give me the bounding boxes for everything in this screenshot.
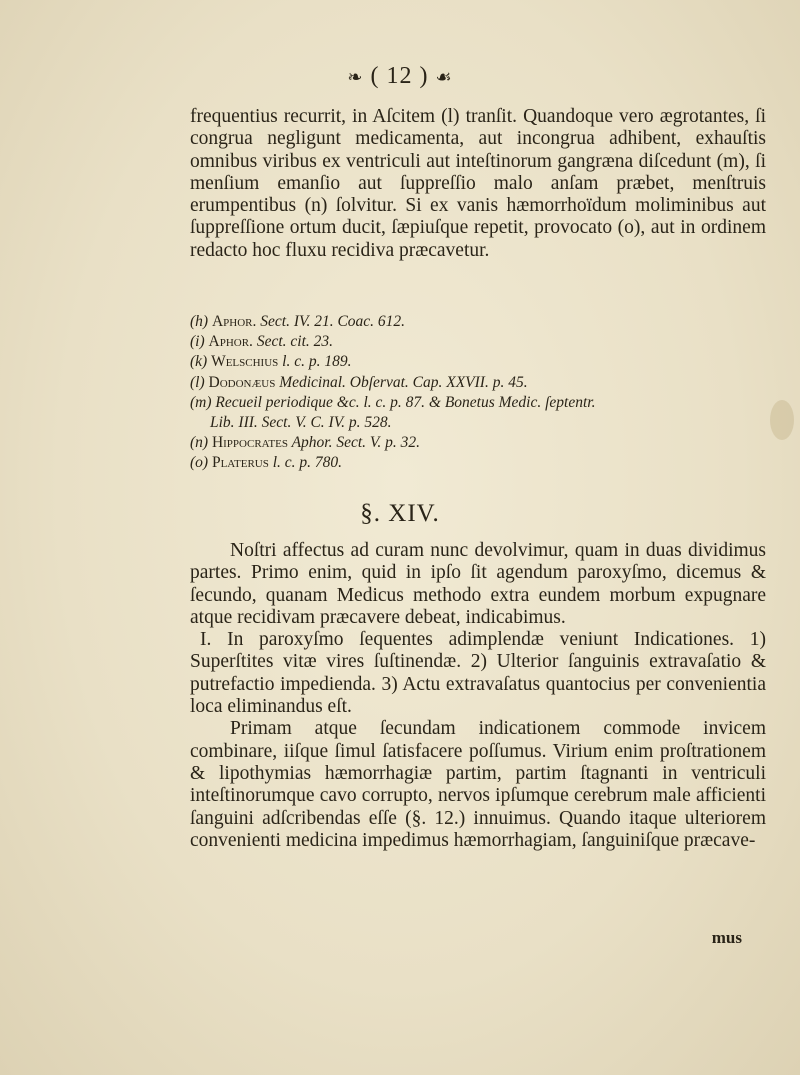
- page-header: [0, 63, 800, 90]
- footnote-m-continued: Lib. III. Sect. V. C. IV. p. 528.: [210, 414, 392, 432]
- paragraph-1: frequentius recurrit, in Aſcitem (l) tranſit. Quandoque vero ægrotantes, ſi congrua negligunt medicamenta, aut incongrua adhibent, exhauſtis omnibus viribus ex ventriculi aut inteſtinorum gangræna diſcedunt (m), ſi menſium emanſio aut ſuppreſſio malo anſam præbet, menſtruis erumpentibus (n) ſolvitur. Si ex vanis hæmorrhoïdum moliminibus aut ſuppreſſione ortum ducit, ſæpiuſque repetit, provocato (o), aut in ordinem redacto hoc fluxu recidiva præcavetur.: [190, 106, 766, 261]
- page-number: ( 12 ): [370, 63, 429, 89]
- ornament-right: ☙: [435, 67, 453, 87]
- footnote-m: (m) Recueil periodique &c. l. c. p. 87. & Bonetus Medic. ſeptentr.: [190, 393, 596, 411]
- footnotes: [190, 312, 766, 474]
- footnote-h: (h) Aphor. Sect. IV. 21. Coac. 612.: [190, 313, 406, 330]
- ornament-left: ❧: [347, 67, 364, 87]
- paragraph-3: I. In paroxyſmo ſequentes adimplendæ veniunt Indicationes. 1) Superſtites vitæ vires ſuſtinendæ. 2) Ulterior ſanguinis extravaſatio & putrefactio impedienda. 3) Actu extravaſatus quantocius per convenientia loca eliminandus eſt.: [190, 629, 766, 718]
- page-stain: [770, 400, 794, 440]
- footnote-l: (l) Dodonæus Medicinal. Obſervat. Cap. XXVII. p. 45.: [190, 373, 528, 391]
- section-body: [190, 540, 766, 852]
- footnote-o: (o) Platerus l. c. p. 780.: [190, 454, 343, 472]
- paragraph-continuation: [190, 106, 766, 262]
- footnote-k: (k) Welschius l. c. p. 189.: [190, 353, 352, 371]
- section-title: §. XIV.: [360, 500, 440, 527]
- footnote-i: (i) Aphor. Sect. cit. 23.: [190, 333, 333, 351]
- paragraph-2: Noſtri affectus ad curam nunc devolvimur, quam in duas dividimus partes. Primo enim, quid in ipſo ſit agendum paroxyſmo, dicemus & ſecundo, quanam Medicus methodo extra eundem morbum expugnare atque recidivam præcavere debeat, indicabimus.: [190, 540, 766, 628]
- catchword: mus: [711, 928, 742, 947]
- footnote-n: (n) Hippocrates Aphor. Sect. V. p. 32.: [190, 434, 421, 452]
- paragraph-4: Primam atque ſecundam indicationem commode invicem combinare, iiſque ſimul ſatisfacere poſſumus. Virium enim proſtrationem & lipothymias hæmorrhagiæ partim, partim ſtagnanti in ventriculi inteſtinorumque cavo corrupto, nervos ipſumque cerebrum male afficienti ſanguini adſcribendas eſſe (§. 12.) innuimus. Quando itaque ulteriorem convenienti medicina impedimus hæmorrhagiam, ſanguiniſque præcave-: [190, 718, 766, 851]
